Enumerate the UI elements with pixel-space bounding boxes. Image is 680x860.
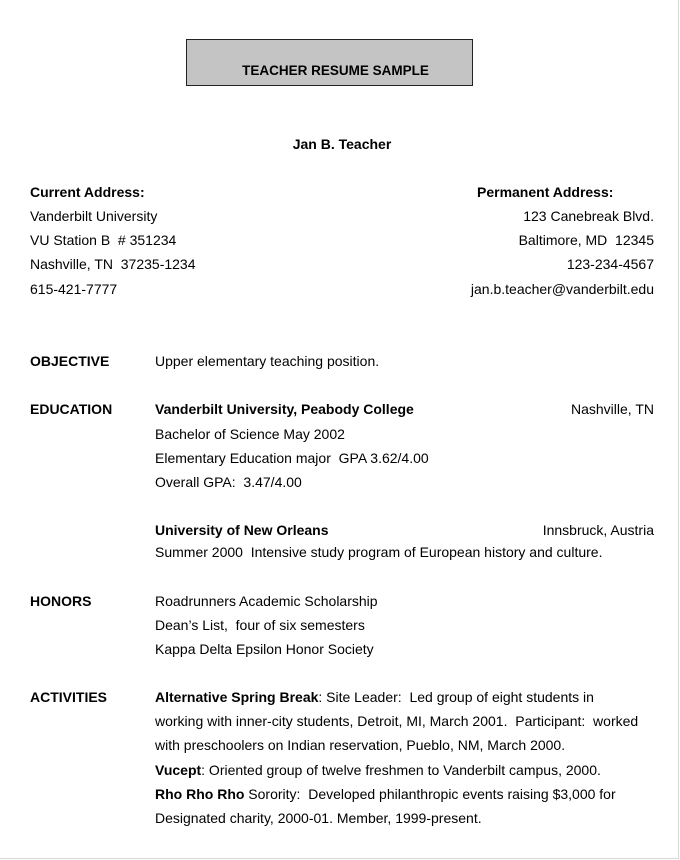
school2-name: University of New Orleans [155, 522, 329, 538]
activity-label: Rho Rho Rho [155, 786, 245, 802]
activity-text: with preschoolers on Indian reservation, Pueblo, NM, March 2000. [155, 737, 566, 753]
permanent-phone: 123-234-4567 [566, 256, 654, 272]
objective-heading: OBJECTIVE [30, 353, 110, 369]
resume-title: TEACHER RESUME SAMPLE [242, 63, 429, 78]
activity-text: working with inner-city students, Detroit, MI, March 2001. Participant: worked [155, 713, 639, 729]
honors-heading: HONORS [30, 593, 92, 609]
permanent-address-line1: 123 Canebreak Blvd. [523, 208, 654, 224]
activity-text: Designated charity, 2000-01. Member, 1999-present. [155, 810, 482, 826]
candidate-name: Jan B. Teacher [292, 136, 392, 152]
current-address-line3: Nashville, TN 37235-1234 [30, 256, 196, 272]
permanent-address-heading: Permanent Address: [477, 184, 614, 200]
school1-major: Elementary Education major GPA 3.62/4.00 [155, 450, 429, 466]
school1-overall-gpa: Overall GPA: 3.47/4.00 [155, 474, 302, 490]
current-address-heading: Current Address: [30, 184, 145, 200]
objective-text: Upper elementary teaching position. [155, 353, 380, 369]
activity-text: Sorority: Developed philanthropic events raising $3,000 for [244, 786, 616, 802]
current-address-line2: VU Station B # 351234 [30, 232, 177, 248]
school1-location: Nashville, TN [571, 401, 654, 417]
activity-sorority [155, 786, 616, 802]
activity-label: Alternative Spring Break [155, 689, 319, 705]
activity-text: : Site Leader: Led group of eight students in [318, 689, 594, 705]
permanent-address-line2: Baltimore, MD 12345 [518, 232, 654, 248]
current-phone: 615-421-7777 [30, 281, 118, 297]
honors-item: Roadrunners Academic Scholarship [155, 593, 378, 609]
activities-heading: ACTIVITIES [30, 689, 108, 705]
current-address-line1: Vanderbilt University [30, 208, 158, 224]
honors-item: Kappa Delta Epsilon Honor Society [155, 641, 374, 657]
activity-vucept [155, 762, 601, 778]
activity-label: Vucept [155, 762, 202, 778]
school1-name: Vanderbilt University, Peabody College [155, 401, 414, 417]
resume-title-box [186, 39, 473, 86]
education-heading: EDUCATION [30, 401, 113, 417]
honors-item: Dean’s List, four of six semesters [155, 617, 365, 633]
permanent-email[interactable]: jan.b.teacher@vanderbilt.edu [470, 281, 654, 297]
activity-text: : Oriented group of twelve freshmen to Vanderbilt campus, 2000. [201, 762, 601, 778]
activity-spring-break [155, 689, 594, 705]
school1-degree: Bachelor of Science May 2002 [155, 426, 345, 442]
school2-location: Innsbruck, Austria [542, 522, 654, 538]
school2-program: Summer 2000 Intensive study program of European history and culture. [155, 544, 603, 560]
